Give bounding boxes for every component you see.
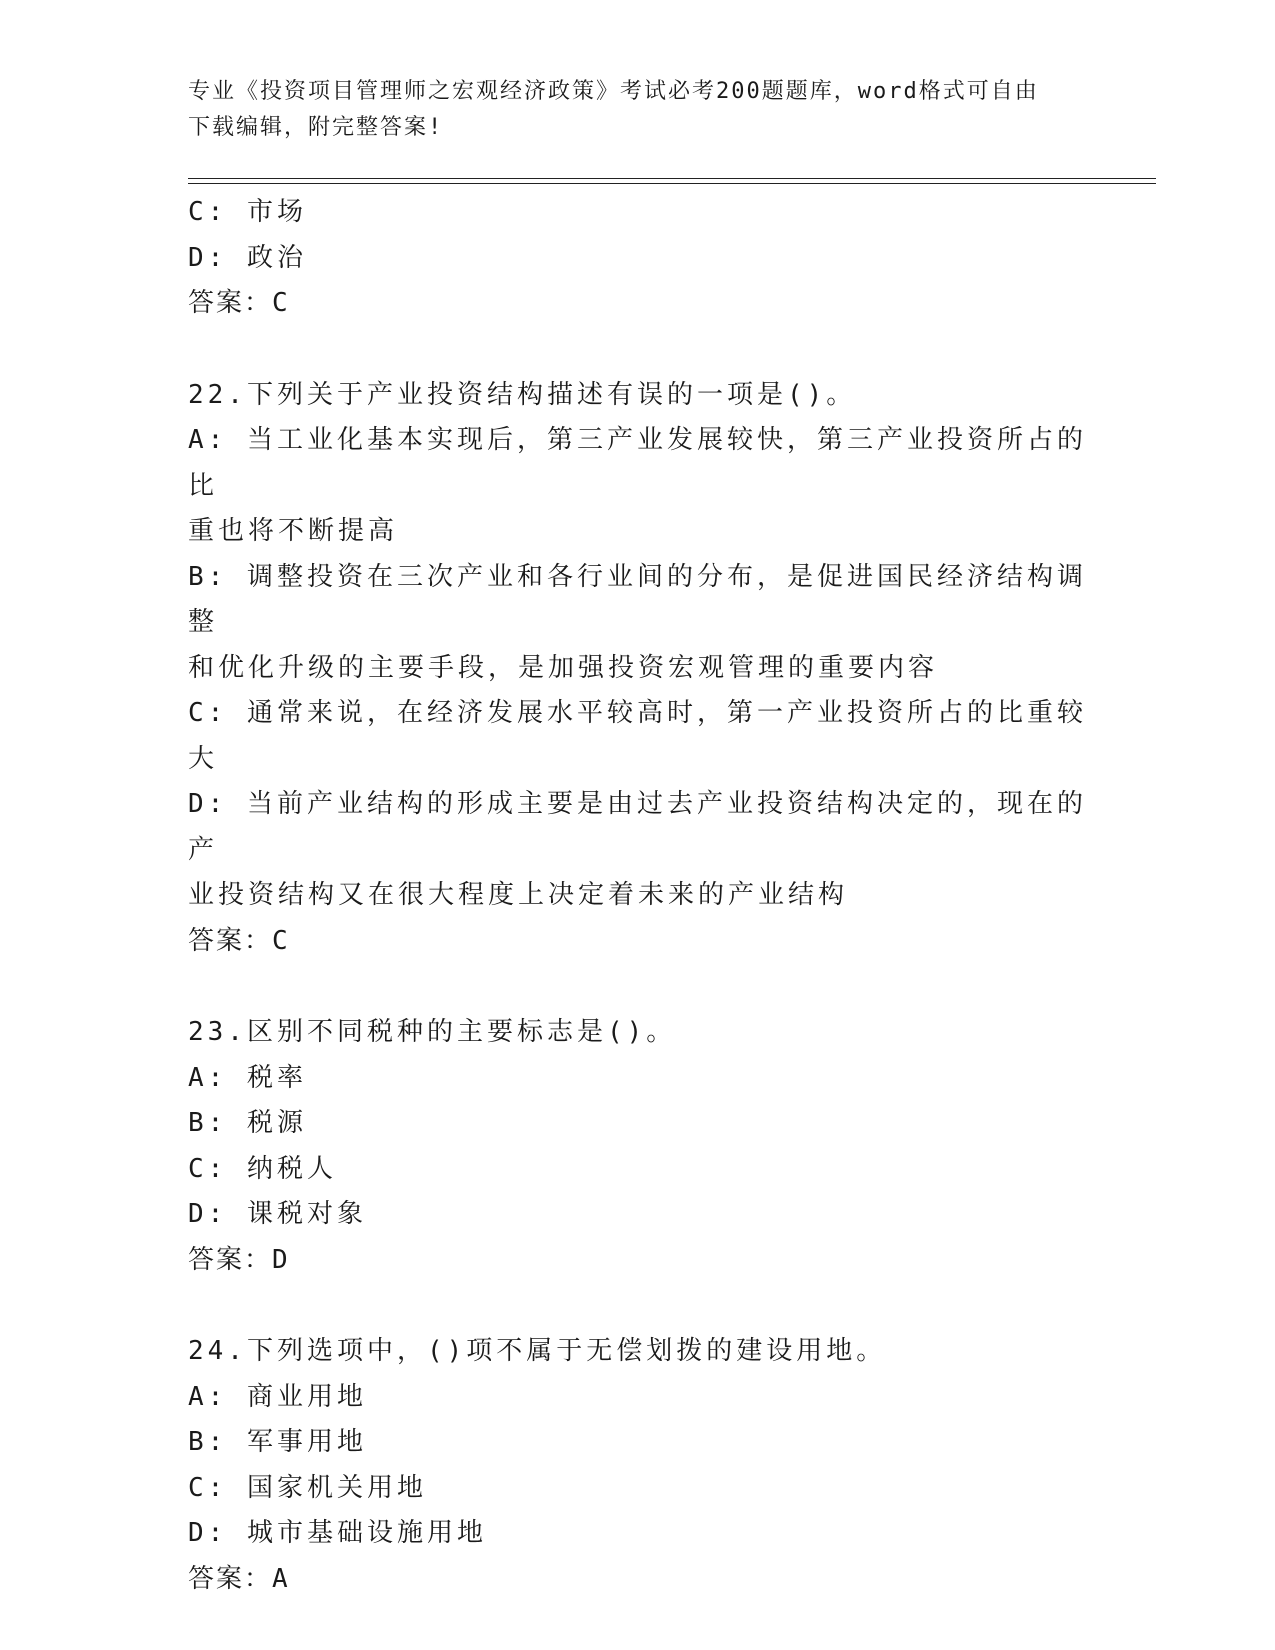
- option-b-line-2: 和优化升级的主要手段，是加强投资宏观管理的重要内容: [188, 652, 939, 683]
- question-23: [188, 1010, 1088, 1283]
- option-a: A: 税率: [188, 1062, 307, 1093]
- option-d-line-2: 业投资结构又在很大程度上决定着未来的产业结构: [188, 880, 849, 910]
- option-c: C: 纳税人: [188, 1153, 337, 1184]
- header-rule-bottom: [188, 183, 1156, 184]
- answer-line: 答案：D: [188, 1244, 290, 1275]
- answer-line: 答案：C: [188, 288, 290, 318]
- option-d-line-1: D: 当前产业结构的形成主要是由过去产业投资结构决定的，现在的产: [188, 789, 1087, 865]
- option-c: C: 市场: [188, 197, 307, 227]
- option-d: D: 政治: [188, 242, 307, 273]
- option-a-line-1: A: 当工业化基本实现后，第三产业发展较快，第三产业投资所占的比: [188, 425, 1087, 501]
- option-d: D: 城市基础设施用地: [188, 1518, 487, 1548]
- option-a-line-2: 重也将不断提高: [188, 516, 399, 546]
- header-title-line-1: 专业《投资项目管理师之宏观经济政策》考试必考200题题库，word格式可自由: [188, 79, 1039, 104]
- spacer: [188, 964, 1088, 1010]
- option-b: B: 税源: [188, 1108, 307, 1138]
- question-21-tail: [188, 190, 1088, 327]
- answer-line: 答案：C: [188, 925, 290, 956]
- header-title-line-2: 下载编辑，附完整答案!: [188, 115, 444, 140]
- question-list: [188, 190, 1088, 1602]
- option-b-line-1: B: 调整投资在三次产业和各行业间的分布，是促进国民经济结构调整: [188, 561, 1087, 637]
- question-text: 24.下列选项中，()项不属于无偿划拨的建设用地。: [188, 1336, 887, 1366]
- question-24: [188, 1329, 1088, 1602]
- spacer: [188, 1283, 1088, 1329]
- header-rule-top: [188, 178, 1156, 179]
- option-a: A: 商业用地: [188, 1381, 367, 1412]
- question-text: 22.下列关于产业投资结构描述有误的一项是()。: [188, 379, 857, 410]
- question-text: 23.区别不同税种的主要标志是()。: [188, 1017, 677, 1047]
- option-b: B: 军事用地: [188, 1427, 367, 1457]
- question-22: [188, 373, 1088, 965]
- option-d: D: 课税对象: [188, 1199, 367, 1229]
- page-header: [188, 74, 1088, 146]
- answer-line: 答案：A: [188, 1563, 290, 1594]
- option-c: C: 通常来说，在经济发展水平较高时，第一产业投资所占的比重较大: [188, 698, 1087, 774]
- spacer: [188, 327, 1088, 373]
- option-c: C: 国家机关用地: [188, 1472, 427, 1503]
